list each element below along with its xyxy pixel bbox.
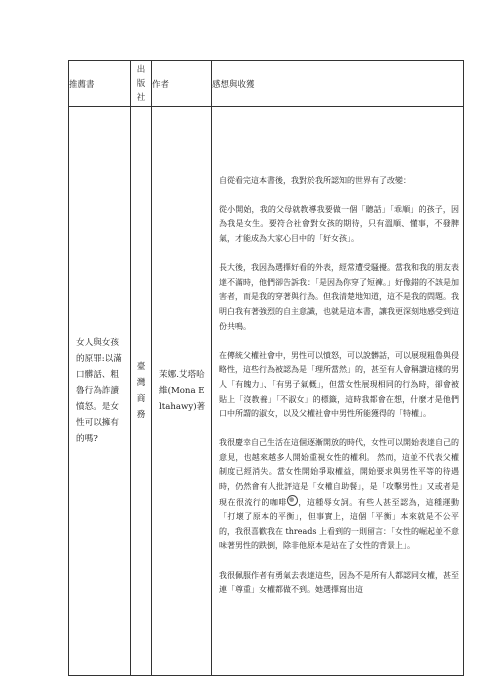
paragraph-part: 我很慶幸自己生活在這個逐漸開放的時代，女性可以開始表達自己的意見，也越來越多人開始重視女性的權利。 然而，這並不代表父權制度已經消失。當女性開始爭取權益，開始要求與男性平等的待遇時，仍然會有人批評這是「女權自助餐」，是「攻擊男性」又或者是現在很流行的咖啡 [219,438,459,507]
paragraph: 我很佩服作者有勇氣去表達這些，因為不是所有人都認同女權，甚至連「尊重」女權都做不到。她選擇寫出這 [219,570,459,595]
table-row [69,107,464,676]
author-name: 茉娜.艾塔哈維(Mona Eltahawy)著 [159,370,206,412]
publisher-name: 臺灣商務 [136,362,146,420]
header-author: 作者 [152,61,212,107]
header-publisher-cell [131,61,152,107]
paragraph: 自從看完這本書後，我對於我所認知的世界有了改變： [219,175,411,185]
author-cell [152,107,212,676]
book-title-cell [69,107,131,676]
book-title: 女人與女孩的原罪:以滿口髒話、粗魯行為詐讀憤怒。是女性可以擁有的嗎? [76,338,122,444]
header-row [69,61,464,107]
paragraph: 長大後，我因為選擇好看的外表，經常遭受騷擾。當我和我的朋友表達不滿時，他們卻告訴我：「是因為你穿了短褲。」好像錯的不該是加害者，而是我的穿著與行為。但我清楚地知道，這不是我的問題。我明白我有著強烈的自主意識，也就是這本書，讓我更深刻地感受到這份共鳴。 [219,263,459,331]
header-publisher: 出版社 [136,64,146,103]
paragraph-with-emoji [219,436,459,554]
paragraph: 從小開始，我的父母就教導我要做一個「聽話」「乖順」的孩子，因為我是女生。要符合社會對女孩的期待，只有溫順、懂事，不發脾氣，才能成為大家心目中的「好女孩」。 [219,204,459,243]
reflection-cell [212,107,464,676]
paragraph: 在傳統父權社會中，男性可以憤怒，可以說髒話，可以展現粗魯與侵略性，這些行為被認為是「理所當然」的，甚至有人會稱讚這樣的男人「有魄力」、「有男子氣概」，但當女性展現相同的行為時，卻會被貼上「沒教養」「不淑女」的標籤，這時我都會在想，什麼才是他們口中所謂的淑女，以及父權社會中男性所能獲得的「特權」。 [219,350,459,419]
publisher-cell [131,107,152,676]
paragraph-part: ，這種辱女詞。有些人甚至認為，這種運動「打壞了原本的平衡」，但事實上，這個「平衡」本來就是不公平的，我很喜歡我在 threads 上看到的一則留言：「女性的崛起並不意味著男性的跌倒，除非他原本是站在了女性的背景上」。 [219,497,460,551]
emoji-icon [287,495,298,506]
reflection-text [212,170,463,598]
header-book: 推薦書 [69,61,131,107]
header-reflection: 感想與收獲 [212,61,464,107]
recommendation-table [68,60,464,676]
